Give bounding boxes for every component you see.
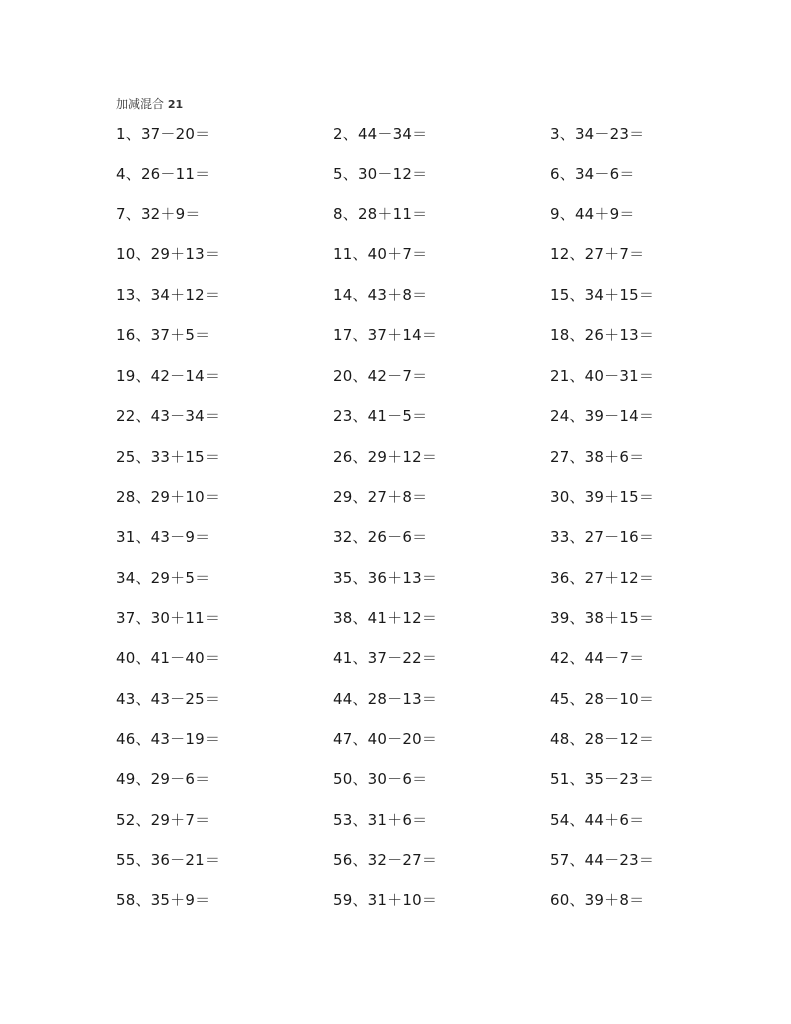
problem-item: 12、27＋7＝ <box>550 245 645 263</box>
problem-item: 27、38＋6＝ <box>550 448 645 466</box>
problem-item: 31、43－9＝ <box>116 528 211 546</box>
problem-item: 29、27＋8＝ <box>333 488 428 506</box>
problem-item: 42、44－7＝ <box>550 649 645 667</box>
problem-row <box>116 687 716 711</box>
problem-item: 39、38＋15＝ <box>550 609 655 627</box>
problem-item: 48、28－12＝ <box>550 730 655 748</box>
problem-item: 11、40＋7＝ <box>333 245 428 263</box>
problem-row <box>116 202 716 226</box>
problem-row <box>116 727 716 751</box>
problem-item: 8、28＋11＝ <box>333 205 428 223</box>
problem-item: 43、43－25＝ <box>116 690 221 708</box>
problem-item: 45、28－10＝ <box>550 690 655 708</box>
problem-item: 38、41＋12＝ <box>333 609 438 627</box>
problem-item: 14、43＋8＝ <box>333 286 428 304</box>
problem-item: 28、29＋10＝ <box>116 488 221 506</box>
problem-item: 25、33＋15＝ <box>116 448 221 466</box>
problem-item: 44、28－13＝ <box>333 690 438 708</box>
problem-item: 54、44＋6＝ <box>550 811 645 829</box>
problem-row <box>116 888 716 912</box>
problem-item: 22、43－34＝ <box>116 407 221 425</box>
problem-item: 20、42－7＝ <box>333 367 428 385</box>
problem-item: 58、35＋9＝ <box>116 891 211 909</box>
problem-item: 55、36－21＝ <box>116 851 221 869</box>
problem-item: 60、39＋8＝ <box>550 891 645 909</box>
problem-row <box>116 808 716 832</box>
problem-item: 24、39－14＝ <box>550 407 655 425</box>
problem-row <box>116 364 716 388</box>
problem-row <box>116 162 716 186</box>
problem-row <box>116 242 716 266</box>
problem-item: 18、26＋13＝ <box>550 326 655 344</box>
problem-item: 9、44＋9＝ <box>550 205 635 223</box>
problem-item: 59、31＋10＝ <box>333 891 438 909</box>
problem-item: 2、44－34＝ <box>333 125 428 143</box>
problem-item: 41、37－22＝ <box>333 649 438 667</box>
problem-item: 49、29－6＝ <box>116 770 211 788</box>
problem-item: 47、40－20＝ <box>333 730 438 748</box>
problem-item: 10、29＋13＝ <box>116 245 221 263</box>
problem-item: 3、34－23＝ <box>550 125 645 143</box>
problem-item: 50、30－6＝ <box>333 770 428 788</box>
problem-row <box>116 404 716 428</box>
problem-row <box>116 606 716 630</box>
problem-row <box>116 283 716 307</box>
problem-item: 33、27－16＝ <box>550 528 655 546</box>
problem-item: 35、36＋13＝ <box>333 569 438 587</box>
problem-row <box>116 525 716 549</box>
problem-row <box>116 848 716 872</box>
problem-item: 17、37＋14＝ <box>333 326 438 344</box>
problem-row <box>116 122 716 146</box>
problem-item: 26、29＋12＝ <box>333 448 438 466</box>
problem-item: 7、32＋9＝ <box>116 205 201 223</box>
problem-item: 4、26－11＝ <box>116 165 211 183</box>
problem-item: 21、40－31＝ <box>550 367 655 385</box>
title-text: 加减混合 <box>116 97 165 111</box>
problem-item: 16、37＋5＝ <box>116 326 211 344</box>
problem-item: 57、44－23＝ <box>550 851 655 869</box>
problem-item: 40、41－40＝ <box>116 649 221 667</box>
problem-item: 6、34－6＝ <box>550 165 635 183</box>
problem-row <box>116 485 716 509</box>
problem-item: 53、31＋6＝ <box>333 811 428 829</box>
problem-item: 19、42－14＝ <box>116 367 221 385</box>
problem-item: 32、26－6＝ <box>333 528 428 546</box>
problem-item: 1、37－20＝ <box>116 125 211 143</box>
problem-row <box>116 323 716 347</box>
problem-item: 37、30＋11＝ <box>116 609 221 627</box>
problem-item: 15、34＋15＝ <box>550 286 655 304</box>
problem-item: 52、29＋7＝ <box>116 811 211 829</box>
problem-item: 30、39＋15＝ <box>550 488 655 506</box>
problem-row <box>116 646 716 670</box>
problem-item: 36、27＋12＝ <box>550 569 655 587</box>
problem-item: 23、41－5＝ <box>333 407 428 425</box>
problem-item: 5、30－12＝ <box>333 165 428 183</box>
title-number: 21 <box>167 98 184 111</box>
problem-row <box>116 566 716 590</box>
problem-item: 56、32－27＝ <box>333 851 438 869</box>
worksheet-title <box>116 95 183 112</box>
problem-item: 34、29＋5＝ <box>116 569 211 587</box>
problem-row <box>116 767 716 791</box>
problem-item: 51、35－23＝ <box>550 770 655 788</box>
problem-row <box>116 445 716 469</box>
problem-item: 13、34＋12＝ <box>116 286 221 304</box>
problem-item: 46、43－19＝ <box>116 730 221 748</box>
